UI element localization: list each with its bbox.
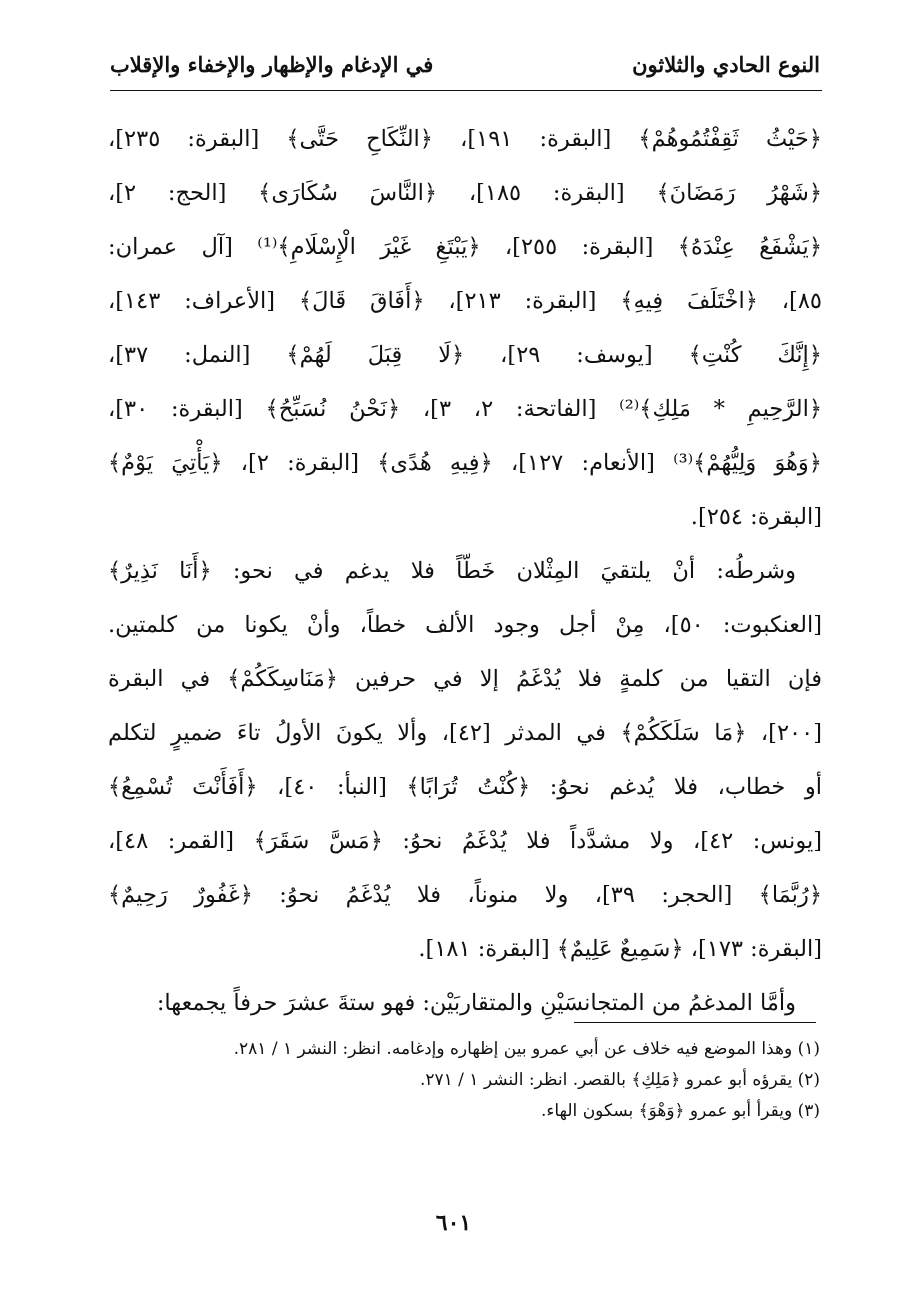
text-line: ﴿رُبَّمَا﴾ [الحجر: ٣٩]، ولا منوناً، فلا يُدْغَمُ نحوُ: ﴿غَفُورٌ رَحِيمٌ﴾ [108, 882, 822, 908]
text-line: ﴿وَهُوَ وَلِيُّهُمْ﴾⁽³⁾ [الأنعام: ١٢٧]، ﴿فِيهِ هُدًى﴾ [البقرة: ٢]، ﴿يَأْتِيَ يَوْمٌ﴾ [108, 450, 822, 476]
text-line: ﴿يَشْفَعُ عِنْدَهُ﴾ [البقرة: ٢٥٥]، ﴿يَبْتَغِ غَيْرَ الْإِسْلَامِ﴾⁽¹⁾ [آل عمران: [108, 234, 822, 260]
text-line: ﴿شَهْرُ رَمَضَانَ﴾ [البقرة: ١٨٥]، ﴿النَّاسَ سُكَارَى﴾ [الحج: ٢]، [108, 180, 822, 206]
text-line: [البقرة: ٢٥٤]. [690, 504, 822, 530]
text-line: أو خطاب، فلا يُدغم نحوُ: ﴿كُنْتُ تُرَابًا﴾ [النبأ: ٤٠]، ﴿أَفَأَنْتَ تُسْمِعُ﴾ [108, 774, 822, 800]
main-text [108, 112, 822, 1030]
footnote: (٣) ويقرأ أبو عمرو ﴿وَهْوَ﴾ بسكون الهاء. [540, 1101, 820, 1121]
running-header [110, 44, 820, 84]
text-line: ٨٥]، ﴿اخْتَلَفَ فِيهِ﴾ [البقرة: ٢١٣]، ﴿أَفَاقَ قَالَ﴾ [الأعراف: ١٤٣]، [108, 288, 822, 314]
text-line: [العنكبوت: ٥٠]، مِنْ أجل وجود الألف خطاً، وأنْ يكونا من كلمتين. [108, 612, 822, 638]
text-line: ﴿حَيْثُ ثَقِفْتُمُوهُمْ﴾ [البقرة: ١٩١]، ﴿النِّكَاحِ حَتَّى﴾ [البقرة: ٢٣٥]، [108, 126, 822, 152]
text-line: [٢٠٠]، ﴿مَا سَلَكَكُمْ﴾ في المدثر [٤٢]، وألا يكونَ الأولُ تاءَ ضميرٍ لتكلم [108, 720, 822, 746]
text-line: ﴿إِنَّكَ كُنْتِ﴾ [يوسف: ٢٩]، ﴿لَا قِبَلَ لَهُمْ﴾ [النمل: ٣٧]، [108, 342, 822, 368]
footnote: (٢) يقرؤه أبو عمرو ﴿مَلِكِ﴾ بالقصر. انظر: النشر ١ / ٢٧١. [419, 1070, 820, 1090]
footnotes [108, 1034, 820, 1127]
text-line: [يونس: ٤٢]، ولا مشدَّداً فلا يُدْغَمُ نحوُ: ﴿مَسَّ سَقَرَ﴾ [القمر: ٤٨]، [108, 828, 822, 854]
text-line: [البقرة: ١٧٣]، ﴿سَمِيعٌ عَلِيمٌ﴾ [البقرة: ١٨١]. [418, 936, 822, 962]
footnote: (١) وهذا الموضع فيه خلاف عن أبي عمرو بين إظهاره وإدغامه. انظر: النشر ١ / ٢٨١. [233, 1039, 820, 1059]
page-number: ٦٠١ [435, 1210, 472, 1236]
footnote-divider [574, 1022, 816, 1023]
text-line: فإن التقيا من كلمةٍ فلا يُدْغَمُ إلا في حرفين ﴿مَنَاسِكَكُمْ﴾ في البقرة [108, 666, 822, 692]
header-divider [110, 90, 822, 91]
chapter-title: النوع الحادي والثلاثون [632, 51, 820, 77]
text-line: ﴿الرَّحِيمِ * مَلِكِ﴾⁽²⁾ [الفاتحة: ٢، ٣]، ﴿نَحْنُ نُسَبِّحُ﴾ [البقرة: ٣٠]، [108, 396, 822, 422]
text-line: وأمَّا المدغمُ من المتجانسَيْنِ والمتقاربَيْن: فهو ستةَ عشرَ حرفاً يجمعها: [156, 990, 796, 1016]
section-title: في الإدغام والإظهار والإخفاء والإقلاب [110, 51, 434, 77]
text-line: وشرطُه: أنْ يلتقيَ المِثْلان خَطّاً فلا يدغم في نحو: ﴿أَنَا نَذِيرٌ﴾ [108, 558, 796, 584]
